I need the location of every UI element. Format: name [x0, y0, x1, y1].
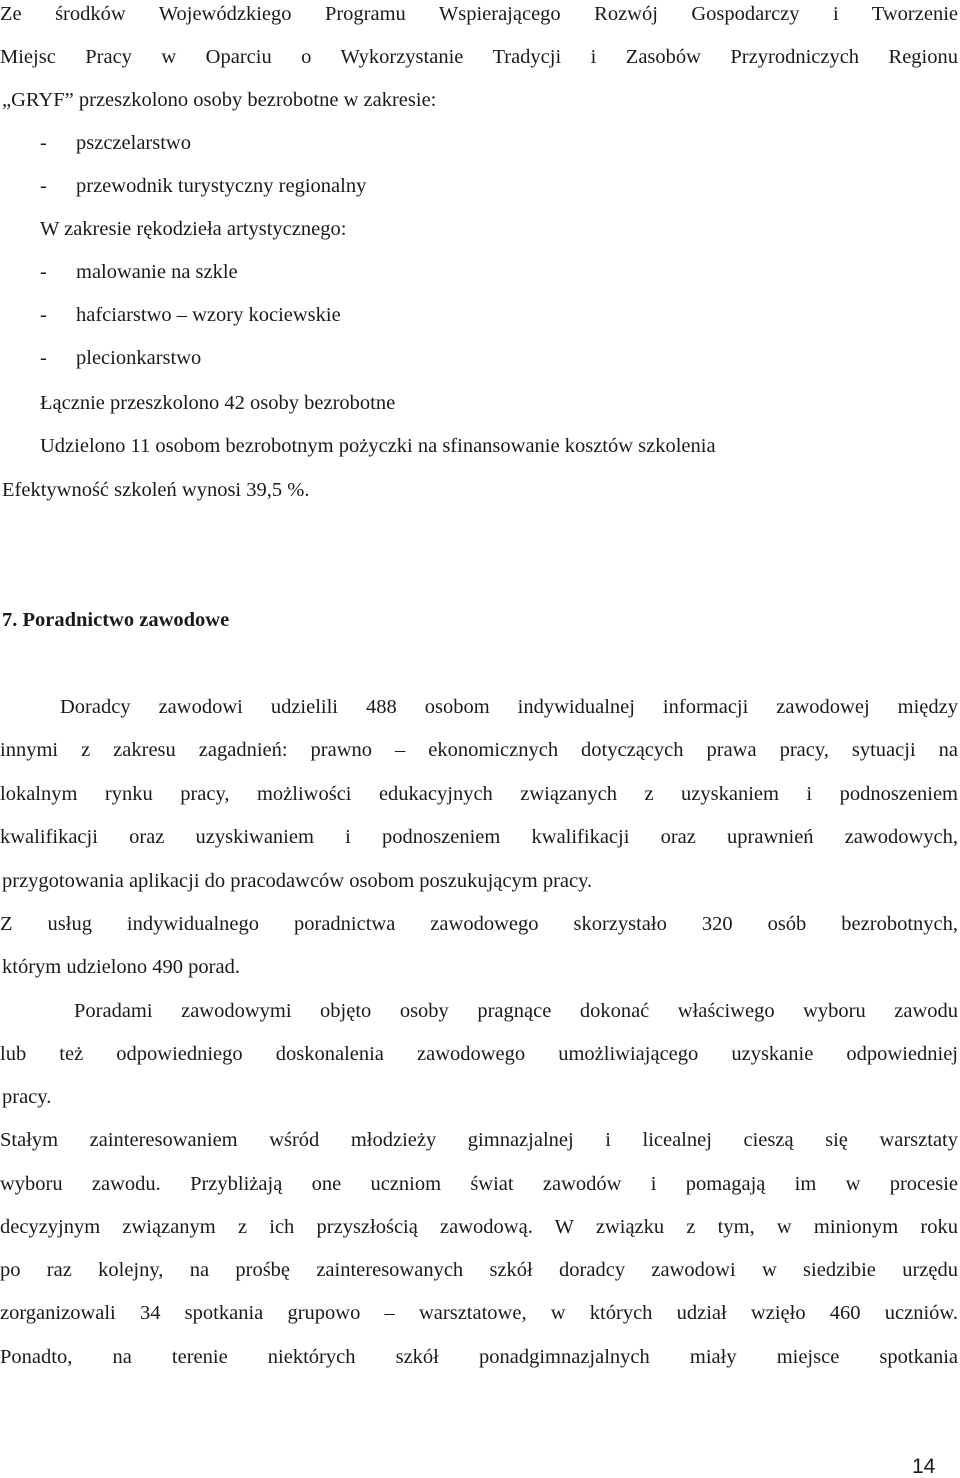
summary-total: Łącznie przeszkolono 42 osoby bezrobotne: [40, 392, 396, 414]
list-item: [40, 305, 341, 326]
paragraph-line: decyzyjnym związanym z ich przyszłością zawodową. W związku z tym, w minionym roku: [0, 1216, 958, 1238]
crafts-intro: W zakresie rękodzieła artystycznego:: [40, 218, 347, 240]
paragraph-line: zorganizowali 34 spotkania grupowo – warsztatowe, w których udział wzięło 460 uczniów.: [0, 1302, 958, 1324]
paragraph-line: Stałym zainteresowaniem wśród młodzieży gimnazjalnej i licealnej cieszą się warsztaty: [0, 1129, 958, 1151]
paragraph-line: kwalifikacji oraz uzyskiwaniem i podnoszeniem kwalifikacji oraz uprawnień zawodowych,: [0, 826, 958, 848]
list-item: [40, 176, 366, 197]
paragraph-line: Doradcy zawodowi udzielili 488 osobom indywidualnej informacji zawodowej między: [60, 696, 958, 718]
intro-line: Miejsc Pracy w Oparciu o Wykorzystanie Tradycji i Zasobów Przyrodniczych Regionu: [0, 46, 958, 68]
list-dash: -: [40, 304, 47, 326]
list-dash: -: [40, 132, 47, 154]
paragraph-line: innymi z zakresu zagadnień: prawno – ekonomicznych dotyczących prawa pracy, sytuacji na: [0, 739, 958, 761]
list-item-text: przewodnik turystyczny regionalny: [76, 175, 367, 197]
paragraph-line: lokalnym rynku pracy, możliwości edukacyjnych związanych z uzyskaniem i podnoszeniem: [0, 783, 958, 805]
list-item: [40, 262, 238, 283]
list-item-text: pszczelarstwo: [76, 132, 191, 154]
intro-line: Ze środków Wojewódzkiego Programu Wspierającego Rozwój Gospodarczy i Tworzenie: [0, 3, 958, 25]
list-dash: -: [40, 261, 47, 283]
list-item: [40, 348, 201, 369]
paragraph-line: lub też odpowiedniego doskonalenia zawodowego umożliwiającego uzyskanie odpowiedniej: [0, 1043, 958, 1065]
summary-loans: Udzielono 11 osobom bezrobotnym pożyczki na sfinansowanie kosztów szkolenia: [40, 435, 716, 457]
list-item-text: plecionkarstwo: [76, 347, 202, 369]
list-dash: -: [40, 347, 47, 369]
paragraph-line: którym udzielono 490 porad.: [2, 956, 240, 978]
list-item-text: malowanie na szkle: [76, 261, 238, 283]
list-dash: -: [40, 175, 47, 197]
paragraph-line: po raz kolejny, na prośbę zainteresowanych szkół doradcy zawodowi w siedzibie urzędu: [0, 1259, 958, 1281]
list-item-text: hafciarstwo – wzory kociewskie: [76, 304, 341, 326]
list-item: [40, 133, 191, 154]
summary-efficiency: Efektywność szkoleń wynosi 39,5 %.: [2, 479, 310, 501]
paragraph-line: Z usług indywidualnego poradnictwa zawodowego skorzystało 320 osób bezrobotnych,: [0, 913, 958, 935]
paragraph-line: przygotowania aplikacji do pracodawców osobom poszukującym pracy.: [2, 870, 593, 892]
paragraph-line: Ponadto, na terenie niektórych szkół ponadgimnazjalnych miały miejsce spotkania: [0, 1346, 958, 1368]
section-heading: 7. Poradnictwo zawodowe: [2, 609, 230, 631]
paragraph-line: pracy.: [2, 1086, 52, 1108]
paragraph-line: Poradami zawodowymi objęto osoby pragnące dokonać właściwego wyboru zawodu: [74, 1000, 958, 1022]
intro-line: „GRYF” przeszkolono osoby bezrobotne w zakresie:: [2, 89, 437, 111]
paragraph-line: wyboru zawodu. Przybliżają one uczniom świat zawodów i pomagają im w procesie: [0, 1173, 958, 1195]
page-number: 14: [912, 1455, 936, 1478]
